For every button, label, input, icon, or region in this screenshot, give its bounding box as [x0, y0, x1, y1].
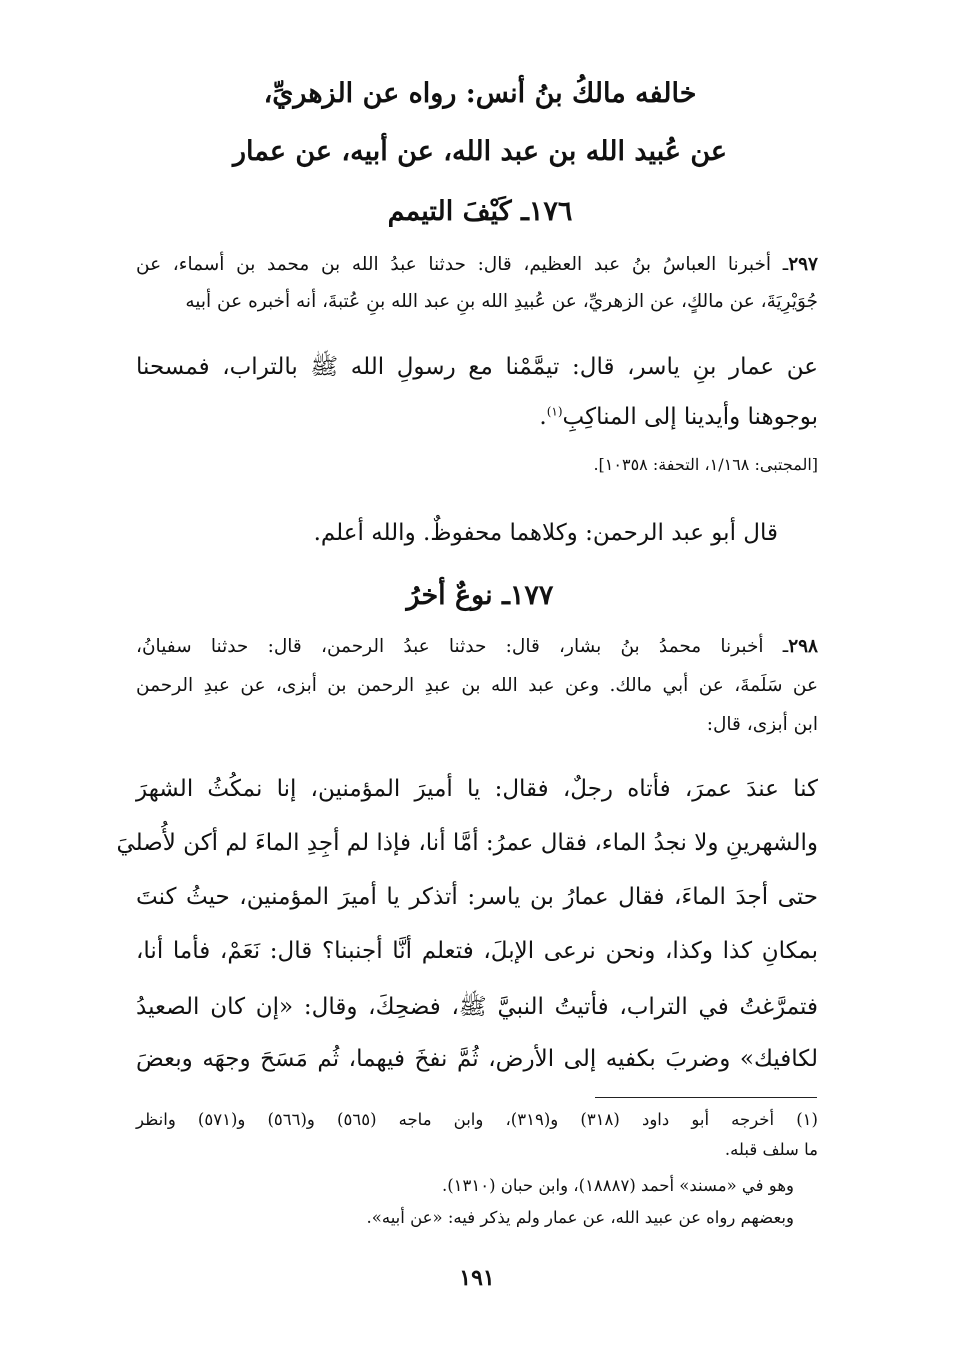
hadith-298-matn-line: حتى أجدَ الماءَ، فقال عمارُ بن ياسر: أتذكر يا أميرَ المؤمنين، حيثُ كنتَ — [136, 884, 818, 910]
hadith-number: ٢٩٧ — [788, 254, 818, 275]
hadith-298-matn-line: بمكانِ كذا وكذا، ونحن نرعى الإبلَ، فتعلم أنَّا أجنبنا؟ قال: نَعَمْ، فأما أنا، — [136, 938, 818, 964]
hadith-297-matn-line2: بوجوهنا وأيدينا إلى المناكِبِ$^{(١)}$. — [539, 404, 818, 430]
footnote-separator — [595, 1097, 817, 1098]
hadith-298-isnad-line3: ابن أبزى، قال: — [706, 714, 818, 735]
hadith-298-isnad-line1: ٢٩٨ـ أخبرنا محمدُ بنُ بشار، قال: حدثنا عبدُ الرحمن، قال: حدثنا سفيانُ، — [136, 636, 818, 657]
footnote-1-line2: ما سلف قبله. — [724, 1140, 818, 1159]
chapter-177-title: ١٧٧ـ نوعٌ أخرُ — [406, 580, 554, 611]
footnote-marker: (١) — [546, 404, 563, 419]
footnote-1-line3: وهو في «مسند» أحمد (١٨٨٨٧)، وابن حبان (١٣١٠). — [441, 1176, 794, 1195]
hadith-297-isnad-line2: جُوَيْرِيَةَ، عن مالكٍ، عن الزهريِّ، عن عُبيدِ الله بنِ عبد الله بنِ عُتبةَ، أنه أخبره عن أبيه — [185, 291, 818, 312]
section-heading-line2: عن عُبيد الله بن عبد الله، عن أبيه، عن عمار — [232, 136, 727, 167]
footnote-1-line1: (١) أخرجه أبو داود (٣١٨) و(٣١٩)، وابن ماجه (٥٦٥) و(٥٦٦) و(٥٧١) وانظر — [136, 1110, 818, 1129]
chapter-176-title: ١٧٦ـ كَيْفَ التيمم — [387, 196, 573, 227]
hadith-297-isnad-line1: ٢٩٧ـ أخبرنا العباسُ بنُ عبد العظيم، قال: حدثنا عبدُ الله بن محمد بن أسماء، عن — [136, 254, 818, 275]
footnote-1-line4: وبعضهم رواه عن عبيد الله، عن عمار ولم يذكر فيه: «عن أبيه». — [366, 1208, 794, 1227]
hadith-number: ٢٩٨ — [788, 636, 818, 657]
hadith-298-matn-line: فتمرَّغتُ في التراب، فأتيتُ النبيَّ ﷺ، فضحِكَ، وقال: «إن كان الصعيدُ — [136, 994, 818, 1020]
hadith-298-matn-line: لكافيك» وضربَ بكفيه إلى الأرض، ثُمَّ نفخَ فيهما، ثُم مَسَحَ وجهَه وبعضَ — [136, 1046, 818, 1072]
hadith-297-matn-line1: عن عمار بنِ ياسر، قال: تيمَّمْنا مع رسولِ الله ﷺ بالتراب، فمسحنا — [136, 354, 818, 380]
hadith-298-matn-line: كنا عندَ عمرَ، فأتاه رجلٌ، فقال: يا أميرَ المؤمنين، إنا نمكُثُ الشهرَ — [136, 776, 818, 802]
hadith-298-isnad-line2: عن سَلَمةَ، عن أبي مالك. وعن عبد الله بن عبدِ الرحمن بن أبزى، عن عبدِ الرحمن — [136, 675, 818, 696]
section-heading-line1: خالفه مالكُ بنُ أنس: رواه عن الزهريِّ، — [263, 78, 697, 109]
hadith-297-reference: [المجتبى: ١/١٦٨، التحفة: ١٠٣٥٨]. — [593, 455, 818, 474]
page-number: ١٩١ — [459, 1265, 495, 1291]
author-remark: قال أبو عبد الرحمن: وكلاهما محفوظٌ. والله أعلم. — [313, 520, 778, 546]
hadith-298-matn-line: والشهرينِ ولا نجدُ الماء، فقال عمرُ: أمَّا أنا، فإذا لم أجِدِ الماءَ لم أكن لأُصليَ — [116, 830, 818, 856]
